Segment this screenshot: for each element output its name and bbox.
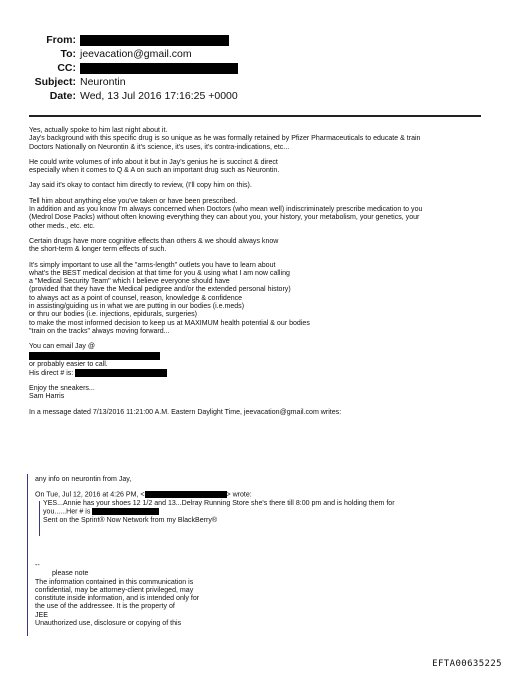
subject-label: Subject: bbox=[34, 76, 76, 88]
disclaimer-line: confidential, may be attorney-client privileged, may bbox=[35, 586, 194, 594]
document-id: EFTA00635225 bbox=[432, 659, 502, 669]
body-line: to always act as a point of counsel, reason, knowledge & confidence bbox=[29, 294, 243, 302]
to-row bbox=[0, 47, 512, 61]
quoted-line: you......Her # is bbox=[35, 508, 505, 517]
body-line: Tell him about anything else you've taken or have been prescribed. bbox=[29, 197, 238, 205]
signature: Sam Harris bbox=[29, 393, 65, 401]
body-line: or thru our bodies (i.e. injections, epidurals, surgeries) bbox=[29, 311, 198, 319]
body-line: He could write volumes of info about it but in Jay's genius he is succinct & direct bbox=[29, 158, 278, 166]
cc-value-redacted bbox=[80, 61, 238, 75]
disclaimer-line: The information contained in this communication is bbox=[35, 578, 194, 586]
from-label: From: bbox=[46, 34, 76, 46]
header-divider bbox=[29, 115, 481, 117]
redacted-phone bbox=[75, 369, 167, 377]
quoted-line: YES...Annie has your shoes 12 1/2 and 13...Delray Running Store she's there till 8:00 pm and is holding them for bbox=[43, 499, 395, 507]
message-body bbox=[29, 127, 499, 417]
from-value-redacted bbox=[80, 33, 229, 47]
body-line: Jay said it's okay to contact him directly to review, (I'll copy him on this). bbox=[29, 182, 252, 190]
quoted-line: any info on neurontin from Jay, bbox=[35, 476, 132, 483]
disclaimer-line: Unauthorized use, disclosure or copying of this bbox=[35, 620, 182, 628]
body-line: (Medrol Dose Packs) without often knowing everything they can about you, your history, your metabolism, your genetics, your bbox=[29, 214, 420, 222]
quote-bar bbox=[27, 474, 28, 636]
redacted-email bbox=[29, 352, 499, 361]
body-line: what's the BEST medical decision at that time for you & using what I am now calling bbox=[29, 269, 290, 277]
body-line: a "Medical Security Team" which I believe everyone should have bbox=[29, 278, 230, 286]
body-line: "train on the tracks" always moving forward... bbox=[29, 327, 170, 335]
date-value: Wed, 13 Jul 2016 17:16:25 +0000 bbox=[80, 90, 238, 102]
body-line: You can email Jay @ bbox=[29, 343, 96, 351]
quoted-line: Sent on the Sprint® Now Network from my BlackBerry® bbox=[43, 516, 218, 524]
redacted-sender bbox=[145, 491, 227, 498]
subject-row bbox=[0, 75, 512, 89]
body-line: His direct # is: bbox=[29, 369, 499, 378]
quoted-message bbox=[35, 476, 505, 525]
from-row bbox=[0, 33, 512, 47]
body-line: other meds., etc. etc. bbox=[29, 222, 95, 230]
body-line: to make the most informed decision to keep us at MAXIMUM health potential & our bodies bbox=[29, 319, 310, 327]
body-line: Enjoy the sneakers... bbox=[29, 385, 95, 393]
disclaimer-line: JEE bbox=[35, 611, 48, 619]
quoted-line: On Tue, Jul 12, 2016 at 4:26 PM, < > wrote: bbox=[35, 491, 252, 499]
subject-value: Neurontin bbox=[80, 76, 126, 88]
disclaimer-line: please note bbox=[52, 570, 89, 578]
body-line: the short-term & longer term effects of such. bbox=[29, 246, 167, 254]
cc-label: CC: bbox=[57, 62, 76, 74]
quote-intro: In a message dated 7/13/2016 11:21:00 A.M. Eastern Daylight Time, jeevacation@gmail.com writes: bbox=[29, 408, 342, 416]
cc-row bbox=[0, 61, 512, 75]
to-value: jeevacation@gmail.com bbox=[80, 48, 192, 60]
disclaimer-line: the use of the addressee. It is the property of bbox=[35, 603, 175, 611]
to-label: To: bbox=[60, 48, 76, 60]
body-line: (provided that they have the Medical pedigree and/or the extended personal history) bbox=[29, 286, 291, 294]
body-line: Yes, actually spoke to him last night about it. bbox=[29, 127, 168, 134]
body-line: or probably easier to call. bbox=[29, 360, 108, 368]
disclaimer-line: constitute inside information, and is intended only for bbox=[35, 595, 200, 603]
body-line: In addition and as you know I'm always concerned when Doctors (who mean well) indiscriminately prescribe medication to you bbox=[29, 206, 423, 214]
body-line: Certain drugs have more cognitive effects than others & we should always know bbox=[29, 237, 279, 245]
disclaimer-line: -- bbox=[35, 562, 40, 569]
date-label: Date: bbox=[49, 90, 76, 102]
body-line: It's simply important to use all the "arms-length" outlets you have to learn about bbox=[29, 261, 276, 269]
redacted-number bbox=[92, 508, 159, 515]
body-line: especially when it comes to Q & A on such an important drug such as Neurontin. bbox=[29, 167, 280, 175]
date-row bbox=[0, 89, 512, 103]
body-line: in assisting/guiding us in what we are putting in our bodies (i.e.meds) bbox=[29, 303, 245, 311]
body-line: Doctors Nationally on Neurontin & it's science, it's uses, it's contra-indications, etc... bbox=[29, 143, 290, 151]
body-line: Jay's background with this specific drug is so unique as he was formally retained by Pfizer Pharmaceuticals to educate & train bbox=[29, 135, 421, 143]
disclaimer bbox=[35, 562, 505, 628]
